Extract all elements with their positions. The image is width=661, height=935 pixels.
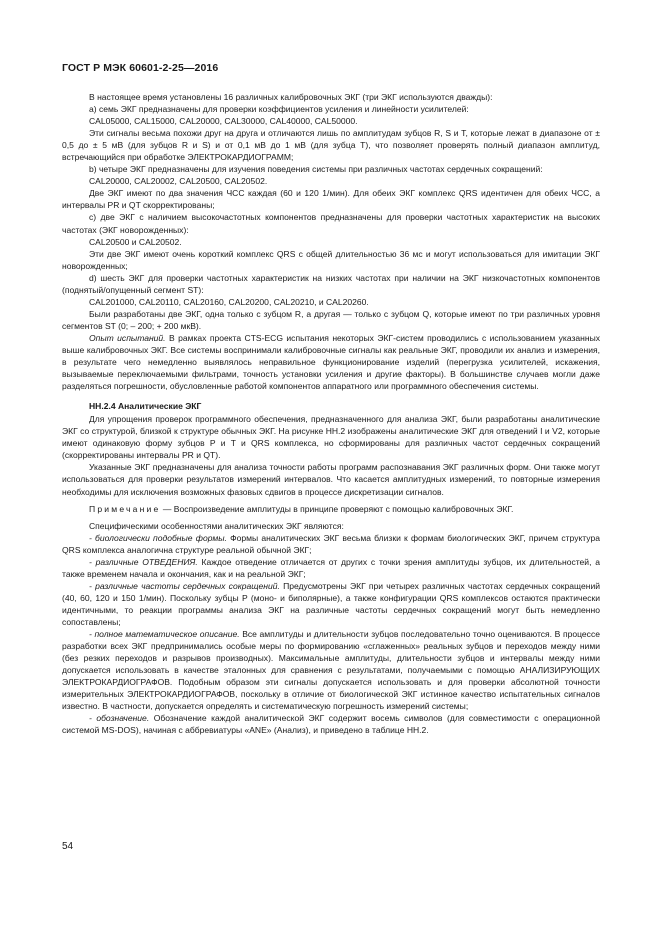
feature-item [62,628,600,712]
paragraph-text: Все амплитуды и длительности зубцов последовательно точно оцениваются. В процессе разработки всех ЭКГ предпринимались особые меры по формированию «сглаженных» реальных зубцов и переходов между ними (без резких переходов и разрывов производных). Максимальные амплитуды, длительности зубцов и интервалы между ними допускается использовать в качестве эталонных для сравнения с результатами, получаемыми с помощью АНАЛИЗИРУЮЩИХ ЭЛЕКТРОКАРДИОГРАФОВ. Подобным образом эти сигналы допускается использовать и для проверки абсолютной точности измерительных ЭЛЕКТРОКАРДИОГРАФОВ, поскольку в отличие от биологической ЭКГ истинное качество испытательных сигналов известно. В частности, допускается определять и систематическую погрешность измерений системы; [62,629,600,712]
list-item-b: b) четыре ЭКГ предназначены для изучения поведения системы при различных частотах сердечных сокращений: [89,164,543,175]
list-item-c: c) две ЭКГ с наличием высокочастотных компонентов предназначены для проверки частотных характеристик на высоких частотах (ЭКГ новорожденных): [62,212,600,235]
italic-lead: - различные частоты сердечных сокращений. [89,580,280,591]
note-label: Примечание [89,503,161,514]
feature-item [62,532,600,556]
italic-lead: - полное математическое описание. [89,629,240,640]
document-header: ГОСТ Р МЭК 60601-2-25—2016 [62,62,219,74]
paragraph-text: Каждое отведение отличается от других с точки зрения амплитуды зубцов, их длительностей, а также временем начала и окончания, как и на реальной ЭКГ; [62,556,600,579]
note-text: — Воспроизведение амплитуды в принципе проверяют с помощью калибровочных ЭКГ. [160,503,514,514]
paragraph-text: Формы аналитических ЭКГ весьма близки к формам биологических ЭКГ, причем структура QRS комплекса аналогична структуре реальной обычной ЭКГ; [62,532,600,555]
list-item-a: а) семь ЭКГ предназначены для проверки коэффициентов усиления и линейности усилителей: [89,104,469,115]
italic-lead: - различные ОТВЕДЕНИЯ. [89,556,198,567]
paragraph: Указанные ЭКГ предназначены для анализа точности работы программ распознавания ЭКГ различных форм. Они также могут использоваться для проверки результатов измерений интервалов. Что касается амплитудных измерений, то повторные измерения необходимы для исключения возможных фазовых сдвигов в процессе дискретизации сигналов. [62,462,600,497]
feature-item [62,556,600,580]
paragraph: CAL20000, CAL20002, CAL20500, CAL20502. [89,176,268,187]
paragraph: CAL20500 и CAL20502. [89,236,182,247]
feature-item [62,580,600,628]
note [62,503,600,515]
paragraph-text: В рамках проекта CTS-ECG испытания некоторых ЭКГ-систем проводились с использованием указанных выше калибровочных ЭКГ. Все системы воспринимали калибровочные сигналы как реальные ЭКГ, проводили их анализ и измерения, в результате чего немедленно выявлялось неправильное функционирование изделий (перегрузка усилителей, искажения, вызываемые переключаемыми фильтрами, точность установки усиления и другие факторы). В большинстве случаев могли даже разделяться погрешности, обусловленные работой компонентов аппаратного или программного обеспечения системы. [62,332,601,392]
paragraph: Специфическими особенностями аналитических ЭКГ являются: [89,520,344,531]
italic-lead: Опыт испытаний. [89,332,166,343]
paragraph: CAL201000, CAL20110, CAL20160, CAL20200, CAL20210, и CAL20260. [89,296,369,307]
paragraph: Две ЭКГ имеют по два значения ЧСС каждая (60 и 120 1/мин). Для обеих ЭКГ комплекс QRS идентичен для обеих ЧСС, а интервалы PR и QT скорректированы; [62,188,600,211]
paragraph: В настоящее время установлены 16 различных калибровочных ЭКГ (три ЭКГ используются дважды): [89,92,493,102]
paragraph: CAL05000, CAL15000, CAL20000, CAL30000, CAL40000, CAL50000. [89,116,358,127]
list-item-d: d) шесть ЭКГ для проверки частотных характеристик на низких частотах при наличии на ЭКГ низкочастотных компонентов (поднятый/опущенный сегмент ST): [62,272,600,295]
feature-item [62,712,600,736]
paragraph [62,332,600,392]
italic-lead: - биологически подобные формы. [89,532,227,543]
paragraph-text: Обозначение каждой аналитической ЭКГ содержит восемь символов (для совместимости с операционной системой MS-DOS), начиная с аббревиатуры «ANE» (Анализ), и приведено в таблице HH.2. [62,713,601,736]
paragraph: Эти две ЭКГ имеют очень короткий комплекс QRS с общей длительностью 36 мс и могут использоваться для имитации ЭКГ новорожденных; [62,248,600,271]
paragraph: Были разработаны две ЭКГ, одна только с зубцом R, а другая — только с зубцом Q, которые имеют по три различных уровня сегментов ST (0; – 200; + 200 мкВ). [62,308,600,331]
paragraph: Для упрощения проверок программного обеспечения, предназначенного для анализа ЭКГ, были разработаны аналитические ЭКГ со структурой, близкой к структуре обычных ЭКГ. На рисунке HH.2 изображены аналитические ЭКГ для отведений I и V2, которые имеют одинаковую форму зубцов P и T и QRS комплекса, но сформированы для различных частот сердечных сокращений (скорректированы интервалы PR и QT). [62,414,600,461]
page-number: 54 [62,841,74,852]
paragraph: Эти сигналы весьма похожи друг на друга и отличаются лишь по амплитудам зубцов R, S и T, которые лежат в диапазоне от ± 0,5 до ± 5 мВ (для зубцов R и S) и от 0,1 мВ до 1 мВ (для зубца T), что позволяет проверять полный диапазон амплитуд, встречающийся при обработке ЭЛЕКТРОКАРДИОГРАММ; [62,128,600,163]
paragraph-text: Предусмотрены ЭКГ при четырех различных частотах сердечных сокращений (40, 60, 120 и 150 1/мин). Поскольку зубцы P (моно- и биполярные), а также конфигурации QRS комплексов остаются практически идентичными, то реакции программы анализа ЭКГ на различные частоты сердечных сокращений могут быть немедленно сопоставлены; [62,580,600,627]
document-body [62,91,600,736]
italic-lead: - обозначение. [89,713,150,724]
section-heading: HH.2.4 Аналитические ЭКГ [89,401,202,412]
